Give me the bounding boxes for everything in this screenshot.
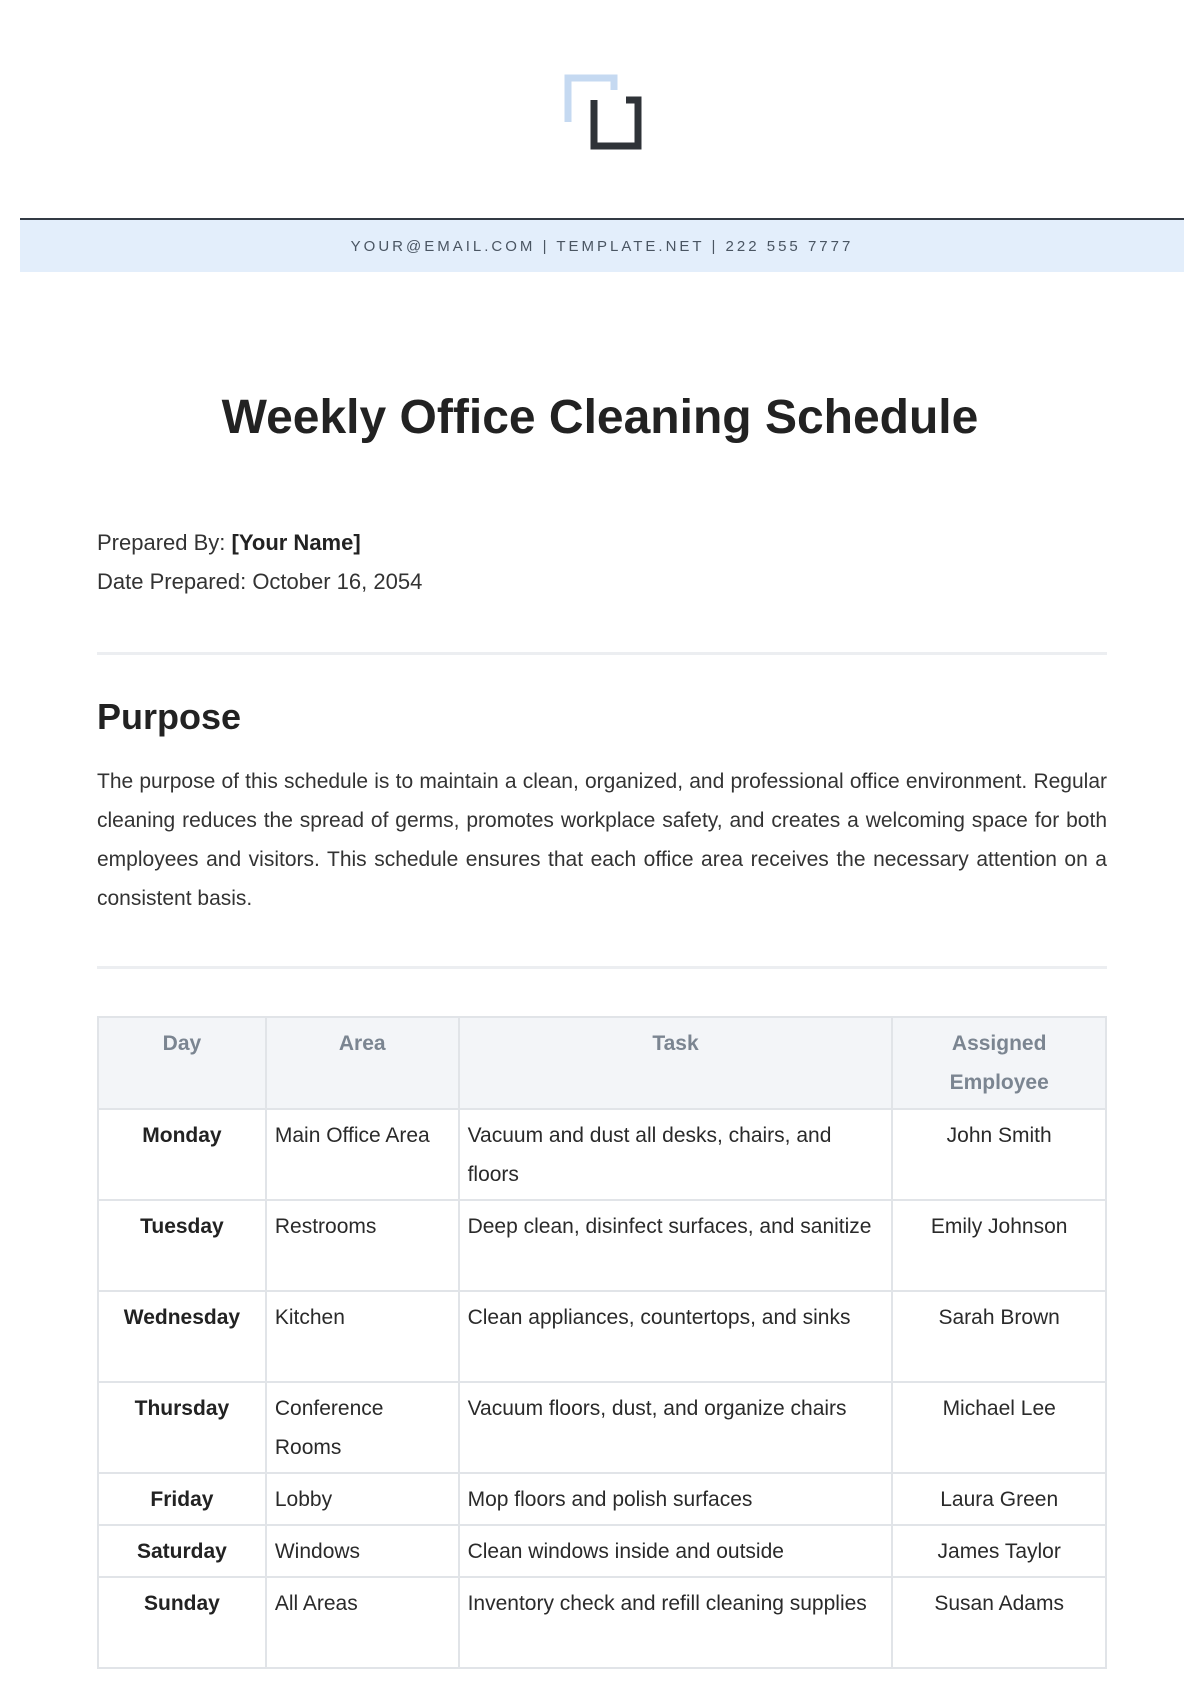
prepared-by [97,523,422,562]
cell-area: All Areas [266,1577,459,1668]
schedule-table [97,1016,1107,1669]
cell-day: Monday [98,1109,266,1200]
purpose-heading: Purpose [97,696,242,737]
cell-employee: Sarah Brown [892,1291,1106,1382]
cell-task: Clean windows inside and outside [459,1525,893,1577]
table-row [98,1200,1106,1291]
cell-employee: Michael Lee [892,1382,1106,1473]
cell-task: Vacuum and dust all desks, chairs, and floors [459,1109,893,1200]
cell-employee: John Smith [892,1109,1106,1200]
cell-day: Tuesday [98,1200,266,1291]
header-task: Task [459,1017,893,1109]
cell-area: Main Office Area [266,1109,459,1200]
document-meta [97,523,422,601]
cell-day: Friday [98,1473,266,1525]
prepared-by-value: [Your Name] [231,530,361,555]
cell-day: Thursday [98,1382,266,1473]
page-title: Weekly Office Cleaning Schedule [221,391,979,444]
divider [97,652,1107,655]
cell-day: Saturday [98,1525,266,1577]
cell-area: Windows [266,1525,459,1577]
header-day: Day [98,1017,266,1109]
cell-employee: Susan Adams [892,1577,1106,1668]
date-prepared [97,562,422,601]
cell-task: Mop floors and polish surfaces [459,1473,893,1525]
cell-area: Kitchen [266,1291,459,1382]
divider [97,966,1107,969]
purpose-text: The purpose of this schedule is to maintain a clean, organized, and professional office environment. Regular cleaning reduces the spread of germs, promotes workplace safety, and creates a welcoming space for both employees and visitors. This schedule ensures that each office area receives the necessary attention on a consistent basis. [97,770,1107,910]
prepared-by-label: Prepared By: [97,530,232,555]
contact-info: YOUR@EMAIL.COM | TEMPLATE.NET | 222 555 7777 [350,237,854,255]
date-value: October 16, 2054 [252,569,423,594]
cell-area: Restrooms [266,1200,459,1291]
date-label: Date Prepared: [97,569,253,594]
table-row [98,1291,1106,1382]
cell-area: Conference Rooms [266,1382,459,1473]
table-header-row [98,1017,1106,1109]
header-employee: Assigned Employee [892,1017,1106,1109]
cell-task: Vacuum floors, dust, and organize chairs [459,1382,893,1473]
cell-area: Lobby [266,1473,459,1525]
contact-bar [20,218,1184,272]
cell-employee: Emily Johnson [892,1200,1106,1291]
cell-task: Inventory check and refill cleaning supplies [459,1577,893,1668]
table-row [98,1473,1106,1525]
cell-employee: Laura Green [892,1473,1106,1525]
cell-task: Clean appliances, countertops, and sinks [459,1291,893,1382]
cell-day: Wednesday [98,1291,266,1382]
table-row [98,1525,1106,1577]
cell-day: Sunday [98,1577,266,1668]
cell-employee: James Taylor [892,1525,1106,1577]
logo-icon [562,74,642,154]
table-row [98,1577,1106,1668]
table-row [98,1382,1106,1473]
cell-task: Deep clean, disinfect surfaces, and sanitize [459,1200,893,1291]
table-row [98,1109,1106,1200]
header-area: Area [266,1017,459,1109]
